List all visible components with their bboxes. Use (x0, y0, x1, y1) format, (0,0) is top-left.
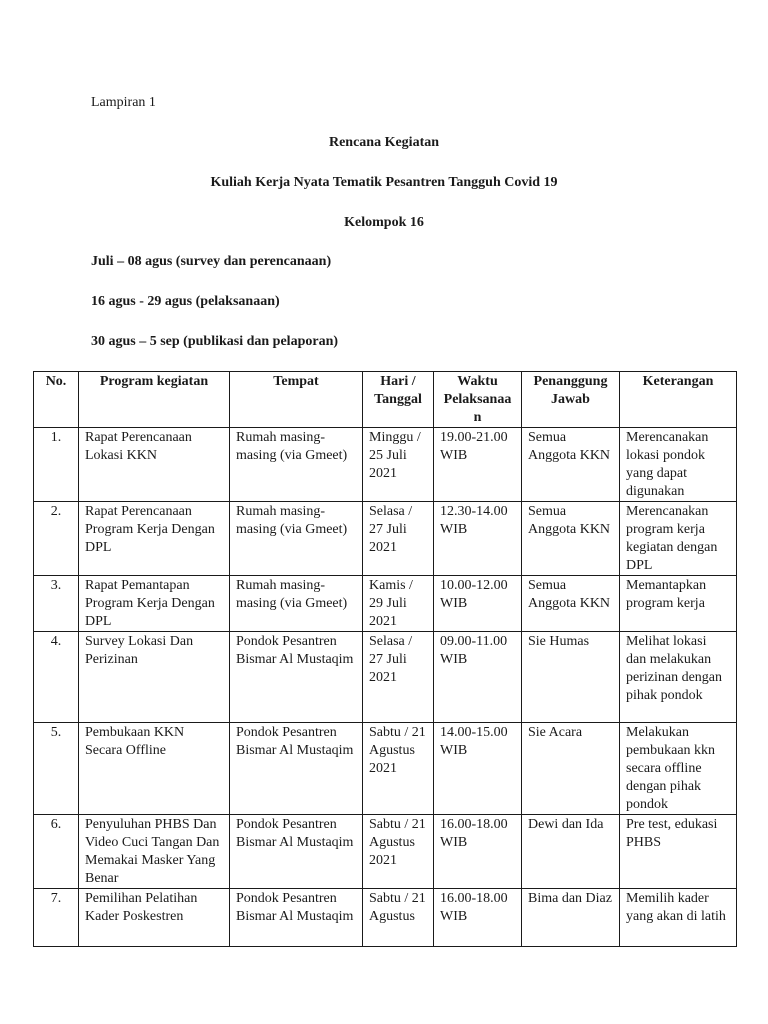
table-header-row (34, 372, 737, 428)
group-label: Kelompok 16 (344, 215, 424, 230)
appendix-label: Lampiran 1 (91, 95, 156, 110)
cell-date: Selasa / 27 Juli 2021 (363, 632, 434, 723)
table-row (34, 576, 737, 632)
cell-place: Pondok Pesantren Bismar Al Mustaqim (230, 723, 363, 815)
cell-program: Rapat Pemantapan Program Kerja Dengan DPL (79, 576, 230, 632)
cell-date: Kamis / 29 Juli 2021 (363, 576, 434, 632)
cell-program: Survey Lokasi Dan Perizinan (79, 632, 230, 723)
cell-time: 09.00-11.00 WIB (434, 632, 522, 723)
activity-plan-table (33, 371, 737, 947)
header-program: Program kegiatan (79, 372, 230, 428)
cell-pic: Sie Humas (522, 632, 620, 723)
cell-date: Sabtu / 21 Agustus 2021 (363, 815, 434, 889)
document-title: Rencana Kegiatan (328, 135, 440, 150)
table-row (34, 723, 737, 815)
cell-note: Pre test, edukasi PHBS (620, 815, 737, 889)
header-place: Tempat (230, 372, 363, 428)
cell-note: Memilih kader yang akan di latih (620, 889, 737, 947)
cell-place: Rumah masing-masing (via Gmeet) (230, 428, 363, 502)
cell-pic: Bima dan Diaz (522, 889, 620, 947)
schedule-phase-reporting: 30 agus – 5 sep (publikasi dan pelaporan) (91, 334, 339, 349)
cell-no: 2. (34, 502, 79, 576)
cell-note: Melakukan pembukaan kkn secara offline dengan pihak pondok (620, 723, 737, 815)
cell-program: Penyuluhan PHBS Dan Video Cuci Tangan Dan Memakai Masker Yang Benar (79, 815, 230, 889)
cell-place: Pondok Pesantren Bismar Al Mustaqim (230, 632, 363, 723)
cell-note: Melihat lokasi dan melakukan perizinan dengan pihak pondok (620, 632, 737, 723)
cell-date: Selasa / 27 Juli 2021 (363, 502, 434, 576)
cell-no: 6. (34, 815, 79, 889)
cell-no: 3. (34, 576, 79, 632)
cell-program: Pemilihan Pelatihan Kader Poskestren (79, 889, 230, 947)
cell-no: 5. (34, 723, 79, 815)
cell-program: Pembukaan KKN Secara Offline (79, 723, 230, 815)
cell-time: 14.00-15.00 WIB (434, 723, 522, 815)
cell-pic: Dewi dan Ida (522, 815, 620, 889)
cell-date: Sabtu / 21 Agustus 2021 (363, 723, 434, 815)
cell-note: Memantapkan program kerja (620, 576, 737, 632)
cell-time: 19.00-21.00 WIB (434, 428, 522, 502)
cell-pic: Semua Anggota KKN (522, 428, 620, 502)
cell-no: 7. (34, 889, 79, 947)
cell-program: Rapat Perencanaan Lokasi KKN (79, 428, 230, 502)
cell-note: Merencanakan lokasi pondok yang dapat digunakan (620, 428, 737, 502)
cell-place: Pondok Pesantren Bismar Al Mustaqim (230, 815, 363, 889)
cell-no: 1. (34, 428, 79, 502)
cell-pic: Semua Anggota KKN (522, 576, 620, 632)
cell-time: 12.30-14.00 WIB (434, 502, 522, 576)
cell-place: Pondok Pesantren Bismar Al Mustaqim (230, 889, 363, 947)
table-row (34, 632, 737, 723)
header-date: Hari / Tanggal (363, 372, 434, 428)
table-row (34, 815, 737, 889)
cell-no: 4. (34, 632, 79, 723)
cell-note: Merencanakan program kerja kegiatan dengan DPL (620, 502, 737, 576)
table-row (34, 502, 737, 576)
cell-time: 10.00-12.00 WIB (434, 576, 522, 632)
cell-pic: Semua Anggota KKN (522, 502, 620, 576)
cell-date: Sabtu / 21 Agustus (363, 889, 434, 947)
cell-place: Rumah masing-masing (via Gmeet) (230, 576, 363, 632)
cell-date: Minggu / 25 Juli 2021 (363, 428, 434, 502)
header-time: Waktu Pelaksanaan (434, 372, 522, 428)
cell-time: 16.00-18.00 WIB (434, 889, 522, 947)
header-note: Keterangan (620, 372, 737, 428)
cell-place: Rumah masing-masing (via Gmeet) (230, 502, 363, 576)
schedule-phase-survey: Juli – 08 agus (survey dan perencanaan) (91, 254, 332, 269)
schedule-phase-implementation: 16 agus - 29 agus (pelaksanaan) (91, 294, 280, 309)
document-subtitle: Kuliah Kerja Nyata Tematik Pesantren Tangguh Covid 19 (210, 175, 558, 190)
table-row (34, 428, 737, 502)
cell-pic: Sie Acara (522, 723, 620, 815)
table-row (34, 889, 737, 947)
cell-program: Rapat Perencanaan Program Kerja Dengan DPL (79, 502, 230, 576)
cell-time: 16.00-18.00 WIB (434, 815, 522, 889)
header-no: No. (34, 372, 79, 428)
header-pic: Penanggung Jawab (522, 372, 620, 428)
